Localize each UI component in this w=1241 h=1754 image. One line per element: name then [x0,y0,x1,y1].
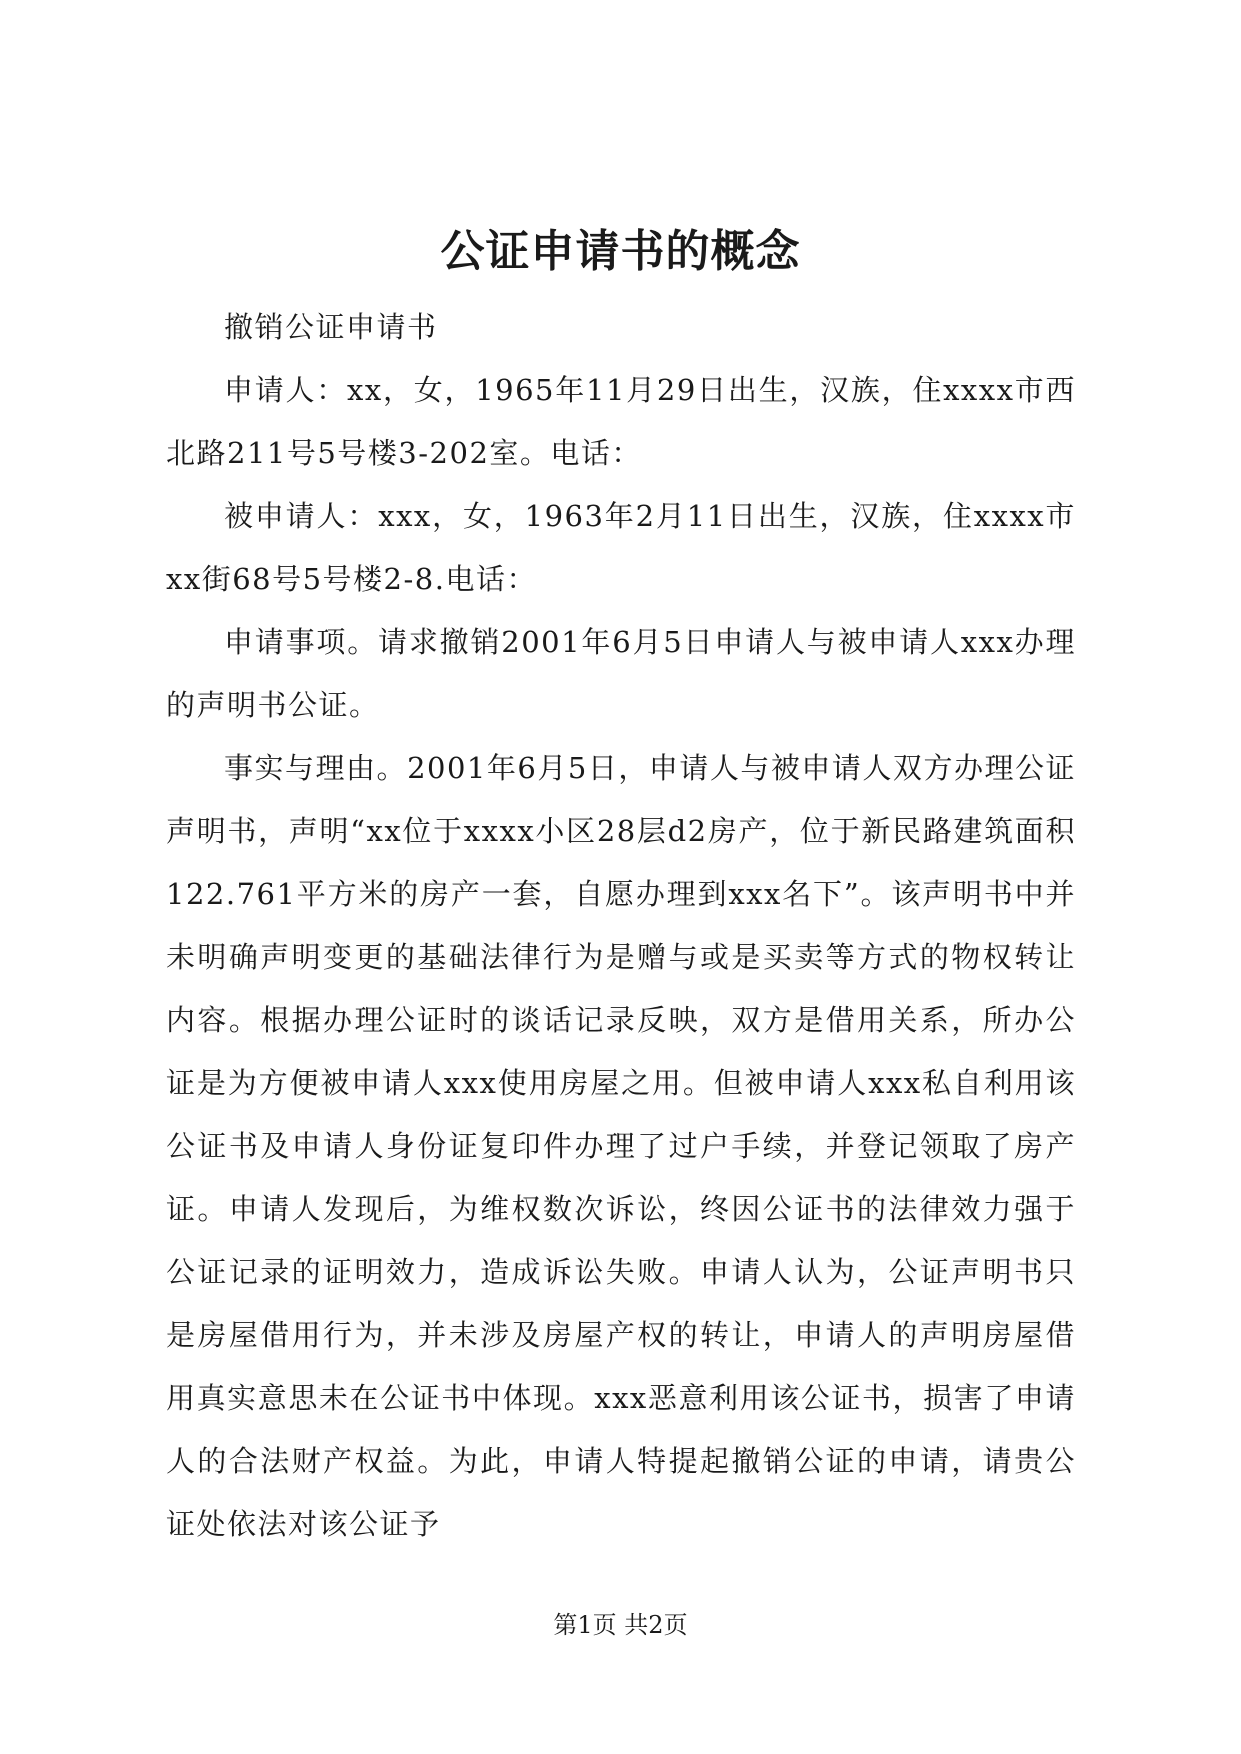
paragraph-respondent: 被申请人：xxx，女，1963年2月11日出生，汉族，住xxxx市xx街68号5号楼2-8.电话： [166,499,1076,596]
paragraph-applicant: 申请人：xx，女，1965年11月29日出生，汉族，住xxxx市西北路211号5号楼3-202室。电话： [166,373,1076,470]
paragraph-request: 申请事项。请求撤销2001年6月5日申请人与被申请人xxx办理的声明书公证。 [166,625,1076,722]
page-footer: 第1页 共2页 [553,1611,688,1639]
paragraph-subtitle: 撤销公证申请书 [224,310,438,344]
document-body [166,296,1076,1556]
document-title: 公证申请书的概念 [440,226,801,277]
paragraph-facts-reasons: 事实与理由。2001年6月5日，申请人与被申请人双方办理公证声明书，声明“xx位于xxxx小区28层d2房产，位于新民路建筑面积122.761平方米的房产一套，自愿办理到xxx名下”。该声明书中并未明确声明变更的基础法律行为是赠与或是买卖等方式的物权转让内容。根据办理公证时的谈话记录反映，双方是借用关系，所办公证是为方便被申请人xxx使用房屋之用。但被申请人xxx私自利用该公证书及申请人身份证复印件办理了过户手续，并登记领取了房产证。申请人发现后，为维权数次诉讼，终因公证书的法律效力强于公证记录的证明效力，造成诉讼失败。申请人认为，公证声明书只是房屋借用行为，并未涉及房屋产权的转让，申请人的声明房屋借用真实意思未在公证书中体现。xxx恶意利用该公证书，损害了申请人的合法财产权益。为此，申请人特提起撤销公证的申请，请贵公证处依法对该公证予 [166,751,1076,1541]
